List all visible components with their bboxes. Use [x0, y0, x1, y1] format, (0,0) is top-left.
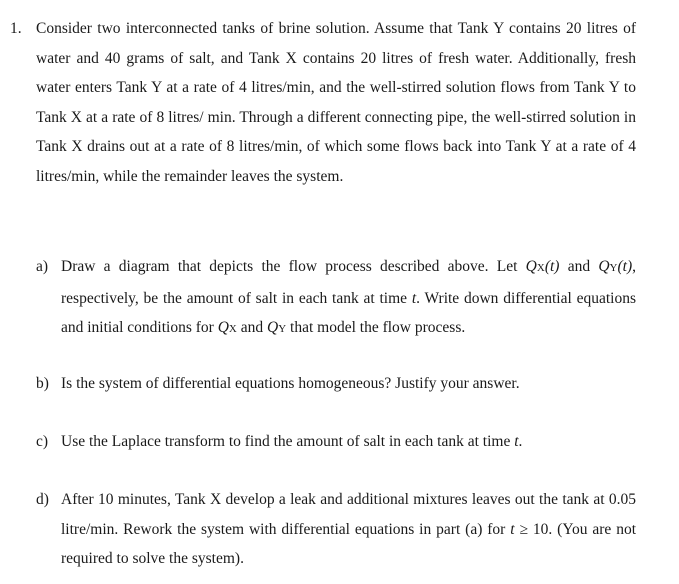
part-b-label: b) [36, 375, 49, 392]
part-a-and-2: and [236, 319, 267, 337]
qy-subscript-2: Y [278, 323, 287, 336]
part-a-text-3: . Write down differential equations and initial conditions for [61, 289, 636, 337]
part-c [36, 427, 636, 457]
part-b [36, 369, 636, 399]
part-d-label: d) [36, 491, 49, 508]
part-c-text-main: Use the Laplace transform to find the amount of salt in each tank at time [61, 433, 515, 450]
qy-subscript: Y [609, 262, 618, 274]
time-variable: t [411, 289, 417, 307]
part-a-text-4: that model the flow process. [286, 319, 466, 337]
part-c-text [61, 427, 636, 457]
part-d-relation: ≥ 10. (You are not required to solve the system). [61, 520, 637, 568]
part-a-text [61, 252, 636, 345]
qx-argument: (t) [544, 258, 560, 275]
qy-argument: (t) [617, 258, 633, 275]
part-c-end: . [518, 433, 523, 450]
question-text: Consider two interconnected tanks of brine solution. Assume that Tank Y contains 20 litres of water and 40 grams of salt, and Tank X contains 20 litres of fresh water. Additionally, fresh water enters Tank Y at a rate of 4 litres/min, and the well-stirred solution flows from Tank Y to Tank X at a rate of 8 litres/ min. Through a different connecting pipe, the well-stirred solution in Tank X drains out at a rate of 8 litres/min, of which some flows back into Tank Y at a rate of 4 litres/min, while the remainder leaves the system. [36, 20, 636, 185]
part-d-text-main: After 10 minutes, Tank X develop a leak and additional mixtures leaves out the tank at 0.05 litre/min. Rework the system with differential equations in part (a) for [61, 491, 636, 538]
part-a-text-1: Draw a diagram that depicts the flow process described above. Let [61, 258, 526, 275]
qx-symbol: Q [525, 258, 537, 275]
part-d [36, 485, 636, 574]
qx-subscript-2: X [228, 323, 237, 336]
question-number: 1. [10, 20, 22, 37]
qx-symbol-2: Q [217, 319, 229, 337]
part-d-text [61, 485, 636, 574]
part-a-and-1: and [559, 258, 599, 275]
part-a [36, 252, 636, 345]
time-variable-d: t [510, 520, 515, 538]
part-c-label: c) [36, 433, 49, 450]
qx-subscript: X [536, 262, 545, 274]
part-a-label: a) [36, 258, 49, 275]
part-b-text: Is the system of differential equations homogeneous? Justify your answer. [61, 375, 520, 392]
part-a-text-2: , respectively, be the amount of salt in each tank at time [61, 258, 636, 307]
time-variable-c: t [514, 433, 519, 450]
qy-symbol: Q [598, 258, 610, 275]
qy-symbol-2: Q [267, 319, 279, 337]
